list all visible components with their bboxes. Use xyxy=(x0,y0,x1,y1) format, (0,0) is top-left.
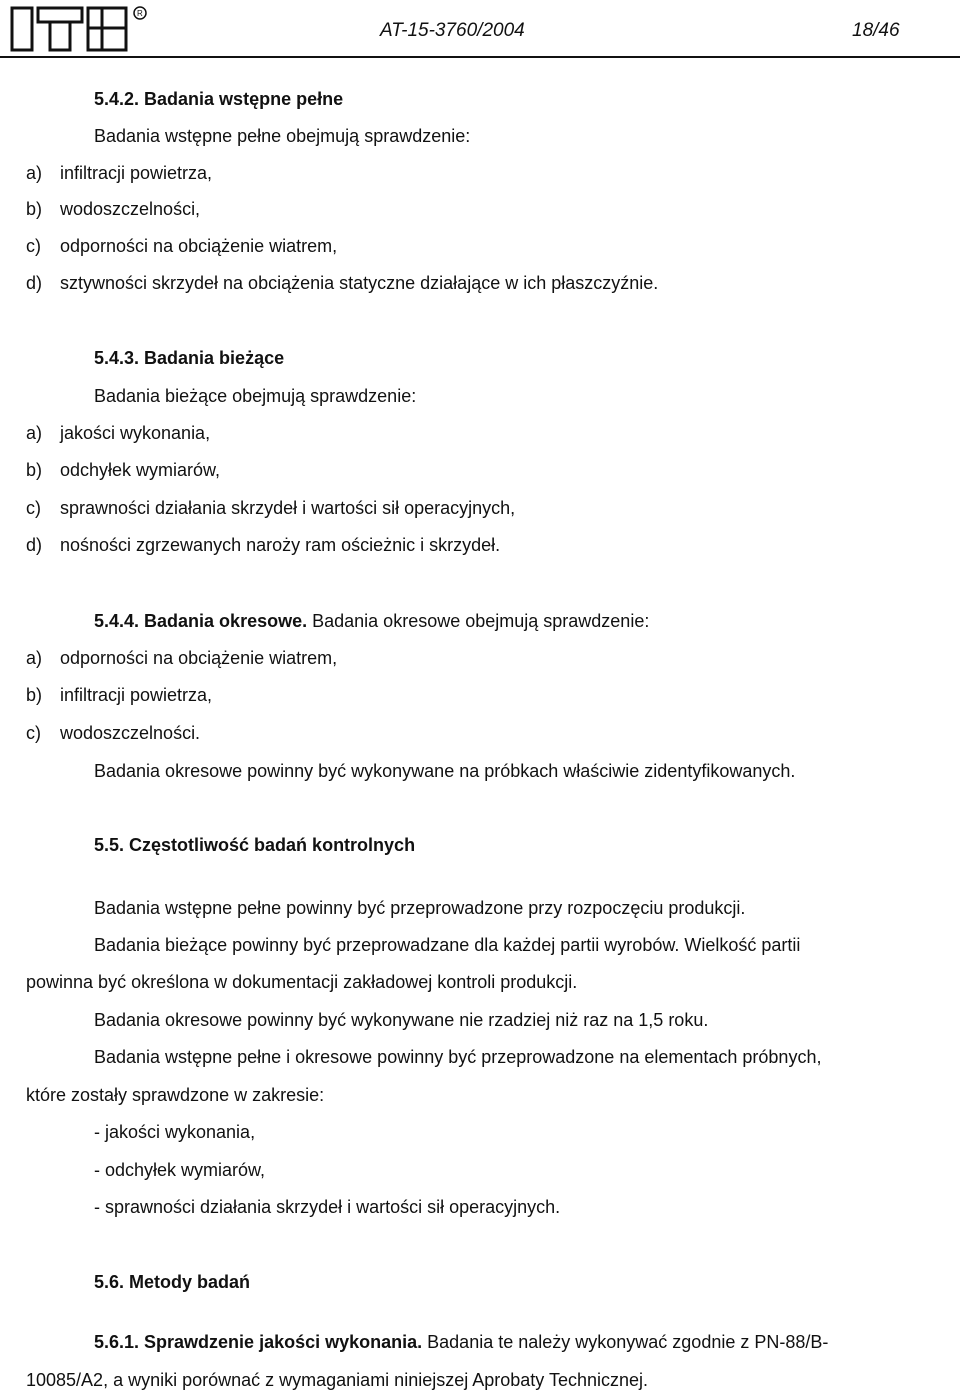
paragraph-line: Badania wstępne pełne i okresowe powinny być przeprowadzone na elementach próbnych, xyxy=(94,1047,822,1067)
list-label: d) xyxy=(26,535,43,555)
itb-logo xyxy=(10,6,150,52)
list-item xyxy=(26,533,500,557)
list-text: odporności na obciążenie wiatrem, xyxy=(60,648,338,668)
list-label: c) xyxy=(26,236,41,256)
list-item xyxy=(26,496,515,520)
page-number: 18/46 xyxy=(852,20,900,41)
list-label: a) xyxy=(26,163,43,183)
list-item xyxy=(26,234,337,258)
list-text: sztywności skrzydeł na obciążenia statyczne działające w ich płaszczyźnie. xyxy=(60,273,659,293)
list-text: sprawności działania skrzydeł i wartości sił operacyjnych, xyxy=(60,498,516,518)
section-5-4-4-note: Badania okresowe powinny być wykonywane na próbkach właściwie zidentyfikowanych. xyxy=(94,761,796,781)
dash-item: - sprawności działania skrzydeł i wartości sił operacyjnych. xyxy=(94,1197,561,1217)
section-5-6-1-text: Badania te należy wykonywać zgodnie z PN-88/B- xyxy=(427,1332,829,1352)
list-text: infiltracji powietrza, xyxy=(60,685,213,705)
paragraph-line: które zostały sprawdzone w zakresie: xyxy=(26,1085,325,1105)
list-item xyxy=(26,197,200,221)
list-label: a) xyxy=(26,423,43,443)
section-5-4-2-intro: Badania wstępne pełne obejmują sprawdzenie: xyxy=(94,126,471,146)
paragraph: Badania wstępne pełne powinny być przeprowadzone przy rozpoczęciu produkcji. xyxy=(94,898,746,918)
section-5-6-1-heading xyxy=(94,1330,828,1354)
list-text: infiltracji powietrza, xyxy=(60,163,213,183)
list-label: d) xyxy=(26,273,43,293)
list-item xyxy=(26,683,212,707)
section-5-4-4-heading xyxy=(94,609,649,633)
list-text: odporności na obciążenie wiatrem, xyxy=(60,236,338,256)
section-5-5-title: 5.5. Częstotliwość badań kontrolnych xyxy=(94,835,416,855)
list-label: b) xyxy=(26,460,43,480)
list-text: jakości wykonania, xyxy=(60,423,211,443)
list-label: a) xyxy=(26,648,43,668)
list-item xyxy=(26,421,210,445)
svg-text:R: R xyxy=(137,9,143,18)
paragraph-line: 10085/A2, a wyniki porównać z wymaganiami niniejszej Aprobaty Technicznej. xyxy=(26,1370,649,1390)
list-item xyxy=(26,161,212,185)
list-text: wodoszczelności, xyxy=(60,199,201,219)
section-5-4-4-title: 5.4.4. Badania okresowe. xyxy=(94,611,308,631)
list-label: c) xyxy=(26,498,41,518)
section-5-4-4-intro: Badania okresowe obejmują sprawdzenie: xyxy=(312,611,650,631)
list-item xyxy=(26,271,658,295)
list-text: odchyłek wymiarów, xyxy=(60,460,221,480)
section-5-6-1-title: 5.6.1. Sprawdzenie jakości wykonania. xyxy=(94,1332,423,1352)
page-header xyxy=(0,0,960,64)
section-5-4-3-intro: Badania bieżące obejmują sprawdzenie: xyxy=(94,386,417,406)
list-item xyxy=(26,458,220,482)
list-text: nośności zgrzewanych naroży ram ościeżnic i skrzydeł. xyxy=(60,535,501,555)
dash-item: - odchyłek wymiarów, xyxy=(94,1160,266,1180)
list-label: b) xyxy=(26,685,43,705)
list-item xyxy=(26,721,200,745)
list-item xyxy=(26,646,337,670)
list-label: b) xyxy=(26,199,43,219)
document-number: AT-15-3760/2004 xyxy=(380,20,525,41)
header-divider xyxy=(0,56,960,58)
section-5-4-3-title: 5.4.3. Badania bieżące xyxy=(94,348,285,368)
section-5-6-title: 5.6. Metody badań xyxy=(94,1272,251,1292)
paragraph-line: powinna być określona w dokumentacji zakładowej kontroli produkcji. xyxy=(26,972,578,992)
paragraph: Badania okresowe powinny być wykonywane nie rzadziej niż raz na 1,5 roku. xyxy=(94,1010,709,1030)
list-label: c) xyxy=(26,723,41,743)
dash-item: - jakości wykonania, xyxy=(94,1122,256,1142)
section-5-4-2-title: 5.4.2. Badania wstępne pełne xyxy=(94,89,344,109)
paragraph-line: Badania bieżące powinny być przeprowadzane dla każdej partii wyrobów. Wielkość partii xyxy=(94,935,801,955)
list-text: wodoszczelności. xyxy=(60,723,201,743)
